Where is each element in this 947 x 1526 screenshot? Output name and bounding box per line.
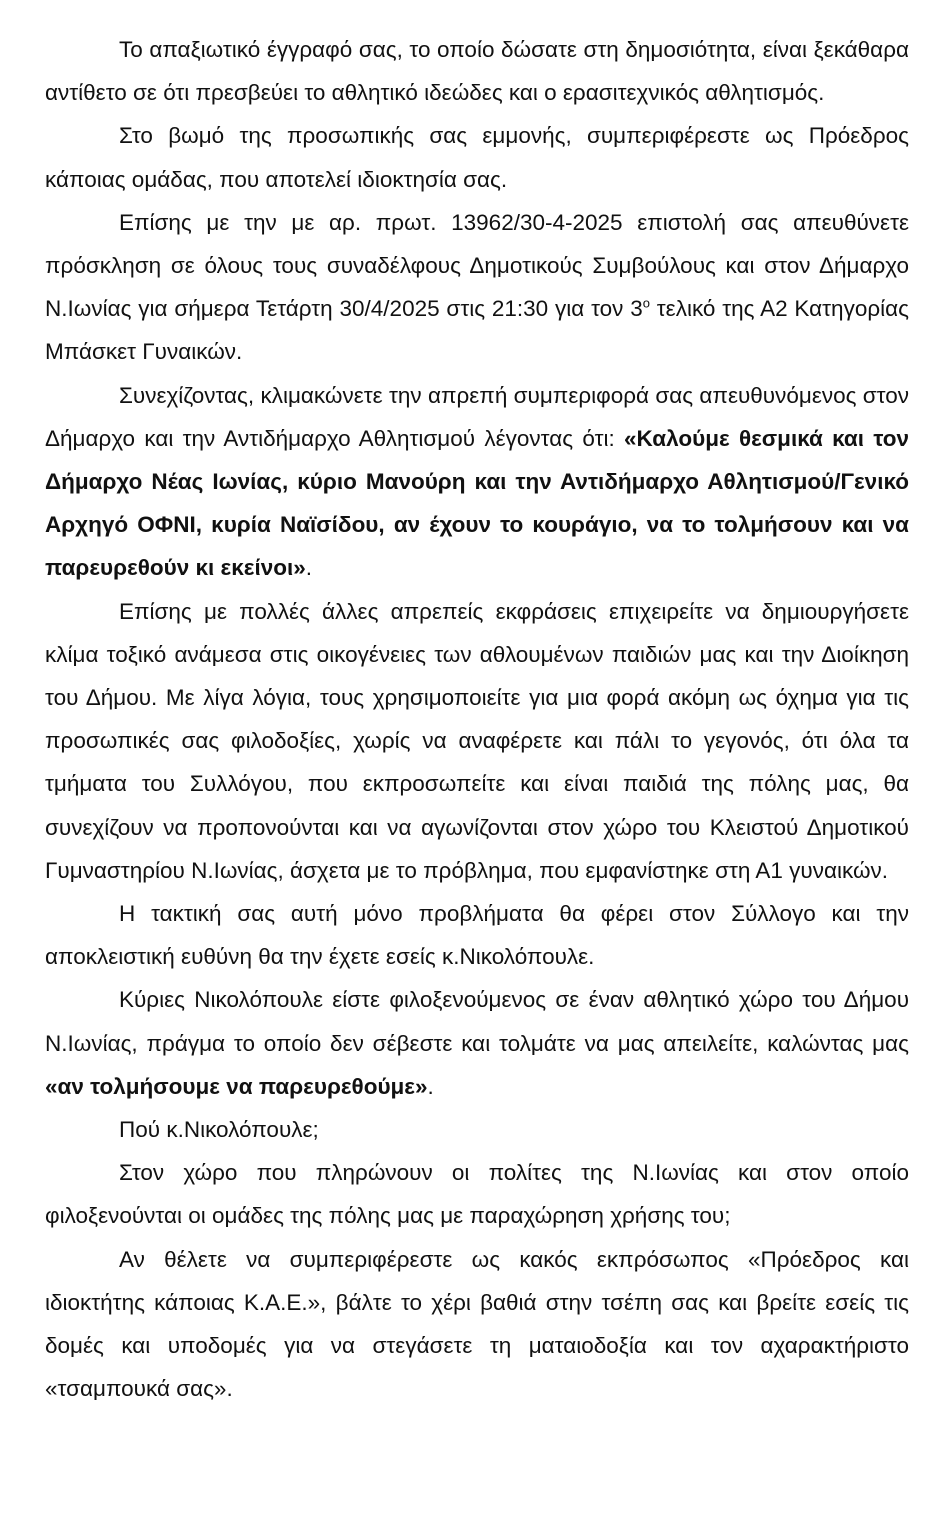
ordinal-superscript: ο xyxy=(642,295,650,311)
paragraph-1: Το απαξιωτικό έγγραφό σας, το οποίο δώσατε στη δημοσιότητα, είναι ξεκάθαρα αντίθετο σε ότι πρεσβεύει το αθλητικό ιδεώδες και ο ερασιτεχνικός αθλητισμός. xyxy=(45,37,909,106)
paragraph-2: Στο βωμό της προσωπικής σας εμμονής, συμπεριφέρεστε ως Πρόεδρος κάποιας ομάδας, που αποτελεί ιδιοκτησία σας. xyxy=(45,123,909,192)
paragraph-9: Στον χώρο που πληρώνουν οι πολίτες της Ν.Ιωνίας και στον οποίο φιλοξενούνται οι ομάδες της πόλης μας με παραχώρηση χρήσης του; xyxy=(45,1160,909,1229)
paragraph-7-quote: «αν τολμήσουμε να παρευρεθούμε» xyxy=(45,1073,428,1099)
paragraph-3-text-end: τελικό της Α2 Κατηγορίας Μπάσκετ Γυναικών. xyxy=(45,296,909,365)
paragraph-4 xyxy=(45,374,909,590)
paragraph-4-end: . xyxy=(305,555,312,581)
paragraph-7-text: Κύριες Νικολόπουλε είστε φιλοξενούμενος σε έναν αθλητικό χώρο του Δήμου Ν.Ιωνίας, πράγμα το οποίο δεν σέβεστε και τολμάτε να μας απειλείτε, καλώντας μας xyxy=(45,987,909,1056)
paragraph-8: Πού κ.Νικολόπουλε; xyxy=(119,1117,319,1143)
paragraph-10: Αν θέλετε να συμπεριφέρεστε ως κακός εκπρόσωπος «Πρόεδρος και ιδιοκτήτης κάποιας Κ.Α.Ε.», βάλτε το χέρι βαθιά στην τσέπη σας και βρείτε εσείς τις δομές και υποδομές για να στεγάσετε τη ματαιοδοξία και τον αχαρακτήριστο «τσαμπουκά σας». xyxy=(45,1246,909,1402)
paragraph-7 xyxy=(45,978,909,1108)
paragraph-5: Επίσης με πολλές άλλες απρεπείς εκφράσεις επιχειρείτε να δημιουργήσετε κλίμα τοξικό ανάμεσα στις οικογένειες των αθλουμένων παιδιών μας και την Διοίκηση του Δήμου. Με λίγα λόγια, τους χρησιμοποιείτε για μια φορά ακόμη ως όχημα για τις προσωπικές σας φιλοδοξίες, χωρίς να αναφέρετε και πάλι το γεγονός, ότι όλα τα τμήματα του Συλλόγου, που εκπροσωπείτε και είναι παιδιά της πόλης μας, θα συνεχίζουν να προπονούνται και να αγωνίζονται στον χώρο του Κλειστού Δημοτικού Γυμναστηρίου Ν.Ιωνίας, άσχετα με το πρόβλημα, που εμφανίστηκε στη Α1 γυναικών. xyxy=(45,598,909,883)
paragraph-3-text: Επίσης με την με αρ. πρωτ. 13962/30-4-2025 επιστολή σας απευθύνετε πρόσκληση σε όλους τους συναδέλφους Δημοτικούς Συμβούλους και στον Δήμαρχο Ν.Ιωνίας για σήμερα Τετάρτη 30/4/2025 στις 21:30 για τον 3 xyxy=(45,209,909,322)
paragraph-4-quote: «Καλούμε θεσμικά και τον Δήμαρχο Νέας Ιωνίας, κύριο Μανούρη και την Αντιδήμαρχο Αθλητισμού/Γενικό Αρχηγό ΟΦΝΙ, κυρία Ναϊσίδου, αν έχουν το κουράγιο, να το τολμήσουν και να παρευρεθούν κι εκείνοι» xyxy=(45,425,909,581)
paragraph-3 xyxy=(45,201,909,374)
paragraph-6: Η τακτική σας αυτή μόνο προβλήματα θα φέρει στον Σύλλογο και την αποκλειστική ευθύνη θα την έχετε εσείς κ.Νικολόπουλε. xyxy=(45,901,909,970)
paragraph-4-text: Συνεχίζοντας, κλιμακώνετε την απρεπή συμπεριφορά σας απευθυνόμενος στον Δήμαρχο και την Αντιδήμαρχο Αθλητισμού λέγοντας ότι: xyxy=(45,382,909,451)
paragraph-7-end: . xyxy=(427,1073,434,1099)
